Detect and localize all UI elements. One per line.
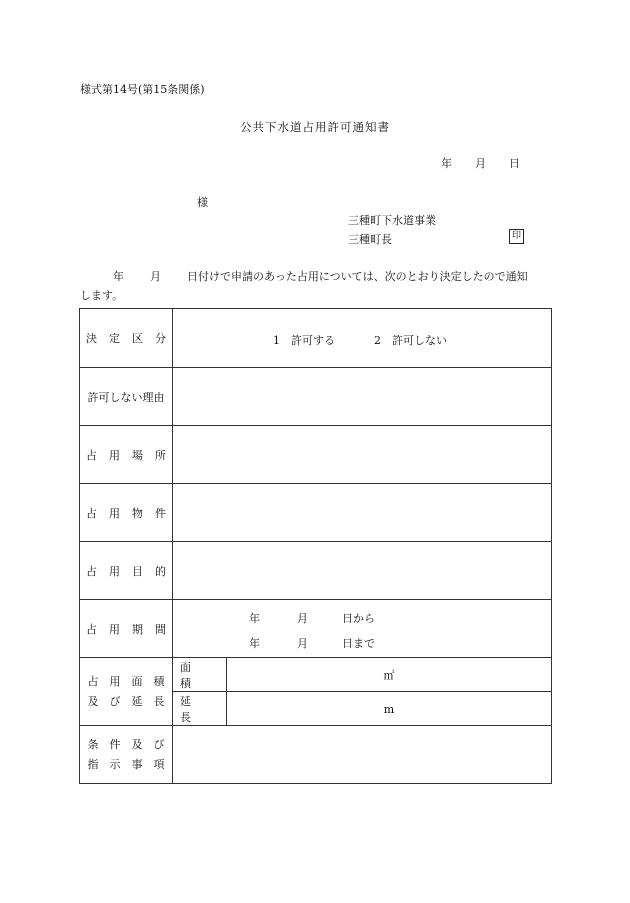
option-approve[interactable]: 1 許可する xyxy=(273,334,335,347)
period-to-day: 日まで xyxy=(342,637,375,650)
area-length-label-line2: 及び延長 xyxy=(87,694,176,708)
decision-row xyxy=(80,309,551,368)
date-day-label: 日 xyxy=(509,157,520,170)
purpose-field[interactable] xyxy=(173,542,551,599)
decision-options xyxy=(173,309,551,367)
length-label: 延長 xyxy=(180,695,204,724)
area-length-label-line1: 占用面積 xyxy=(87,674,176,688)
issuer-head: 三種町長 xyxy=(348,233,392,246)
purpose-row xyxy=(80,542,551,600)
period-to-year: 年 xyxy=(249,637,260,650)
period-label-cell xyxy=(80,600,178,657)
area-label-cell xyxy=(173,658,227,691)
reason-label: 許可しない理由 xyxy=(87,390,165,404)
body-sentence: 日付けで申請のあった占用については、次のとおり決定したので通知 xyxy=(187,270,528,283)
document-title: 公共下水道占用許可通知書 xyxy=(240,120,390,134)
area-length-row xyxy=(80,658,551,726)
option-deny[interactable]: 2 許可しない xyxy=(374,334,447,347)
length-subrow xyxy=(173,692,551,726)
length-field[interactable] xyxy=(227,692,551,726)
seal-mark: 印 xyxy=(509,229,524,244)
location-field[interactable] xyxy=(173,426,551,483)
reason-label-cell xyxy=(80,368,173,425)
date-year-label: 年 xyxy=(441,157,452,170)
purpose-label: 占用目的 xyxy=(86,564,178,578)
object-row xyxy=(80,484,551,542)
conditions-label-line2: 指示事項 xyxy=(87,757,176,771)
reason-field[interactable] xyxy=(173,368,551,425)
area-field[interactable] xyxy=(227,658,551,691)
conditions-row xyxy=(80,726,551,783)
addressee-suffix: 様 xyxy=(197,196,208,209)
length-unit: m xyxy=(383,702,395,716)
issuer-organization: 三種町下水道事業 xyxy=(348,214,436,227)
period-from-year: 年 xyxy=(249,612,260,625)
location-row xyxy=(80,426,551,484)
object-field[interactable] xyxy=(173,484,551,541)
notification-table xyxy=(79,308,552,784)
conditions-field[interactable] xyxy=(173,726,551,783)
decision-label: 決定区分 xyxy=(86,332,178,345)
form-number: 様式第14号(第15条関係) xyxy=(80,83,205,96)
decision-label-cell xyxy=(80,309,178,367)
area-unit: ㎡ xyxy=(383,668,395,682)
location-label-cell xyxy=(80,426,178,483)
body-month-label: 月 xyxy=(150,270,161,283)
object-label: 占用物件 xyxy=(86,506,178,520)
period-to-month: 月 xyxy=(297,637,308,650)
period-from-month: 月 xyxy=(297,612,308,625)
location-label: 占用場所 xyxy=(86,448,178,462)
body-year-label: 年 xyxy=(113,270,124,283)
purpose-label-cell xyxy=(80,542,178,599)
date-month-label: 月 xyxy=(475,157,486,170)
reason-row xyxy=(80,368,551,426)
period-label: 占用期間 xyxy=(86,622,178,636)
period-field[interactable] xyxy=(173,600,551,657)
length-label-cell xyxy=(173,692,227,726)
object-label-cell xyxy=(80,484,178,541)
issue-date xyxy=(441,155,520,171)
area-subrow xyxy=(173,658,551,692)
conditions-label-cell xyxy=(80,726,176,783)
period-from-day: 日から xyxy=(342,612,375,625)
area-label: 面積 xyxy=(180,660,204,690)
body-text-line1 xyxy=(80,268,528,284)
body-text-line2: します。 xyxy=(80,289,124,302)
area-length-label-cell xyxy=(80,658,176,725)
conditions-label-line1: 条件及び xyxy=(87,737,176,751)
period-row xyxy=(80,600,551,658)
